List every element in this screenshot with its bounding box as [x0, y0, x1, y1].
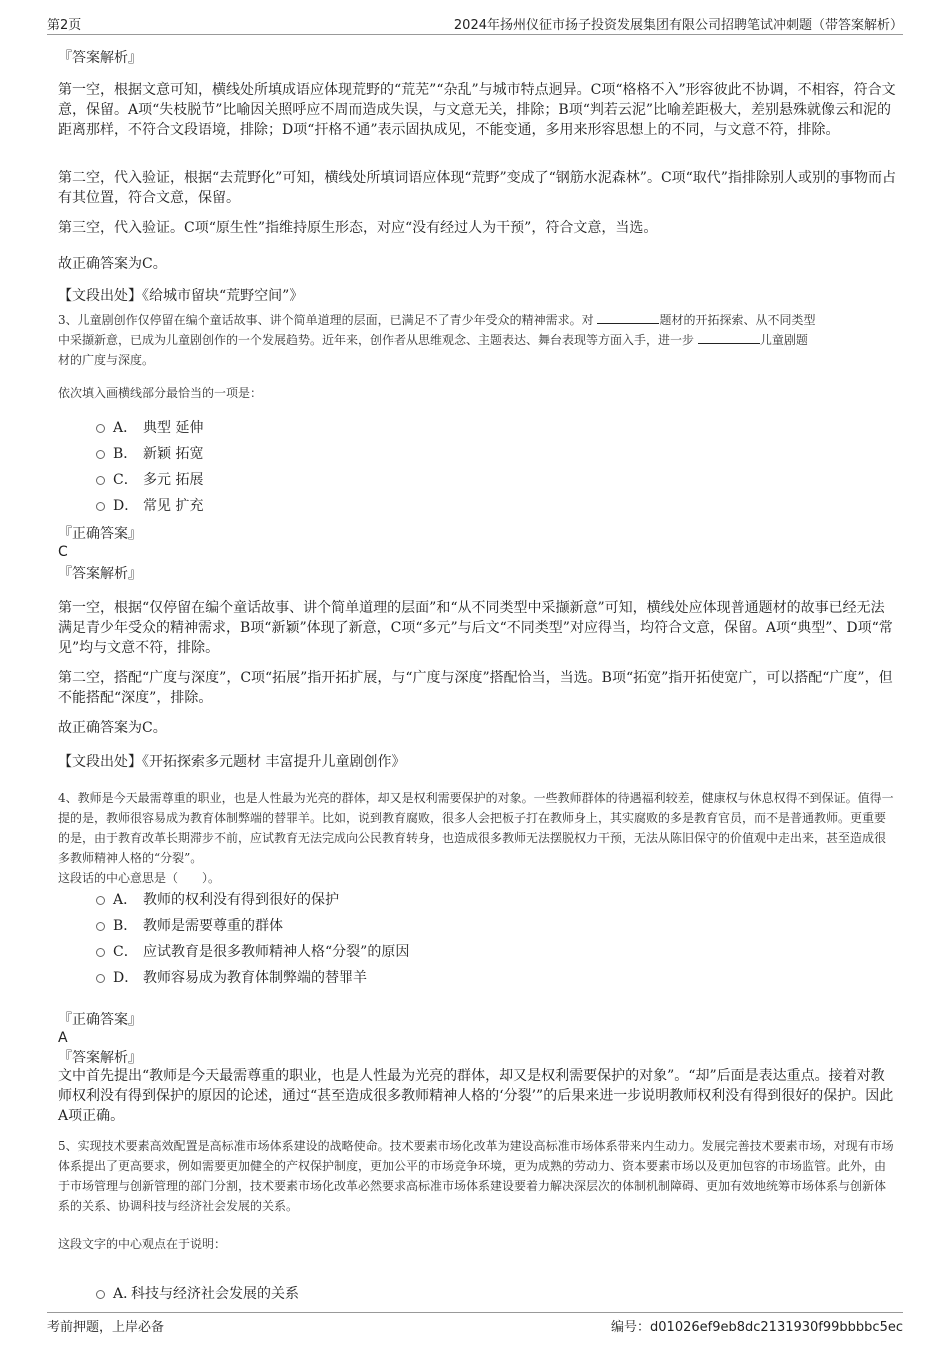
q5-prompt: 这段文字的中心观点在于说明：	[58, 1237, 227, 1251]
radio-icon[interactable]	[96, 948, 105, 957]
page-header	[47, 12, 903, 35]
q2-analysis-p1: 第一空，根据文意可知，横线处所填成语应体现荒野的“荒芜”“杂乱”与城市特点迥异。C项“格格不入”形容彼此不协调，不相容，符合文意，保留。A项“失枝脱节”比喻因关照呼应不周而造成失误，与文意无关，排除；B项“判若云泥”比喻差距极大，差别悬殊就像云和泥的距离那样，不符合文段语境，排除；D项“扞格不通”表示固执成见，不能变通，多用来形容思想上的不同，与文意不符，排除。	[58, 82, 896, 138]
q2-source: 【文段出处】《给城市留块“荒野空间”》	[58, 288, 304, 304]
q4-answer: A	[58, 1030, 68, 1046]
radio-icon[interactable]	[96, 922, 105, 931]
q3-option-c[interactable]: C． 多元 拓展	[96, 470, 203, 490]
q3-conclusion: 故正确答案为C。	[58, 720, 167, 736]
q4-option-b[interactable]: B． 教师是需要尊重的群体	[96, 916, 283, 936]
q5-stem: 5、实现技术要素高效配置是高标准市场体系建设的战略使命。技术要素市场化改革为建设高标准市场体系带来内生动力。发展完善技术要素市场，对现有市场体系提出了更高要求，例如需要更加健全的产权保护制度，更加公平的市场竞争环境，更为成熟的劳动力、资本要素市场以及更加包容的市场监管。此外，由于市场管理与创新管理的部门分割，技术要素市场化改革必然要求高标准市场体系建设要着力解决深层次的体制机制障碍、更加有效地统筹市场体系与创新体系的关系、协调科技与经济社会发展的关系。	[58, 1139, 894, 1213]
q5-option-a[interactable]: A． 科技与经济社会发展的关系	[96, 1284, 299, 1304]
radio-icon[interactable]	[96, 1290, 105, 1299]
q4-stem: 4、教师是今天最需尊重的职业，也是人性最为光亮的群体，却又是权利需要保护的对象。一些教师群体的待遇福利较差，健康权与休息权得不到保证。值得一提的是，教师很容易成为教育体制弊端的替罪羊。比如，说到教育腐败，很多人会把板子打在教师身上，其实腐败的多是教育官员，而不是普通教师。更重要的是，由于教育改革长期滞步不前，应试教育无法完成向公民教育转身，也造成很多教师无法摆脱权力干预，无法从陈旧保守的价值观中走出来，甚至造成很多教师精神人格的“分裂”。	[58, 791, 894, 865]
q3-answer: C	[58, 544, 68, 560]
q4-option-d[interactable]: D． 教师容易成为教育体制弊端的替罪羊	[96, 968, 367, 988]
q3-option-d[interactable]: D． 常见 扩充	[96, 496, 203, 516]
document-title: 2024年扬州仪征市扬子投资发展集团有限公司招聘笔试冲刺题（带答案解析）	[453, 18, 903, 33]
q4-answer-label: 『正确答案』	[58, 1012, 142, 1028]
q2-analysis-p3: 第三空，代入验证。C项“原生性”指维持原生形态，对应“没有经过人为干预”，符合文意，当选。	[58, 220, 658, 236]
footer-slogan: 考前押题，上岸必备	[47, 1320, 165, 1335]
page-footer	[47, 1312, 903, 1333]
radio-icon[interactable]	[96, 502, 105, 511]
fill-blank-2	[698, 331, 760, 344]
document-id: 编号：d01026ef9eb8dc2131930f99bbbbc5ec	[611, 1320, 903, 1335]
q2-conclusion: 故正确答案为C。	[58, 256, 167, 272]
page-number: 第2页	[47, 18, 82, 33]
fill-blank-1	[597, 311, 659, 324]
q3-answer-label: 『正确答案』	[58, 526, 142, 542]
q4-analysis: 文中首先提出“教师是今天最需尊重的职业，也是人性最为光亮的群体，却又是权利需要保护的对象”。“却”后面是表达重点。接着对教师权利没有得到保护的原因的论述，通过“甚至造成很多教师精神人格的‘分裂’”的后果来进一步说明教师权利没有得到很好的保护。因此A项正确。	[58, 1068, 894, 1124]
radio-icon[interactable]	[96, 424, 105, 433]
radio-icon[interactable]	[96, 974, 105, 983]
q3-stem: 3、儿童剧创作仅停留在编个童话故事、讲个简单道理的层面，已满足不了青少年受众的精神需求。对 题材的开拓探索、从不同类型 中采撷新意，已成为儿童剧创作的一个发展趋势。近年来，创作者从思维观念、主题表达、舞台表现等方面入手，进一步 儿童剧题 材的广度与深度。	[58, 313, 816, 367]
q4-prompt: 这段话的中心意思是（ ）。	[58, 871, 221, 885]
q3-analysis-p2: 第二空，搭配“广度与深度”，C项“拓展”指开拓扩展，与“广度与深度”搭配恰当，当选。B项“拓宽”指开拓使宽广，可以搭配“广度”，但不能搭配“深度”，排除。	[58, 670, 893, 706]
q3-source: 【文段出处】《开拓探索多元题材 丰富提升儿童剧创作》	[58, 754, 406, 770]
q3-analysis-p1: 第一空，根据“仅停留在编个童话故事、讲个简单道理的层面”和“从不同类型中采撷新意”可知，横线处应体现普通题材的故事已经无法满足青少年受众的精神需求，B项“新颖”体现了新意，C项“多元”与后文“不同类型”对应得当，均符合文意，保留。A项“典型”、D项“常见”均与文意不符，排除。	[58, 600, 893, 656]
q4-option-c[interactable]: C． 应试教育是很多教师精神人格“分裂”的原因	[96, 942, 409, 962]
q3-option-b[interactable]: B． 新颖 拓宽	[96, 444, 203, 464]
q3-prompt: 依次填入画横线部分最恰当的一项是：	[58, 386, 263, 400]
radio-icon[interactable]	[96, 476, 105, 485]
q3-analysis-label: 『答案解析』	[58, 566, 142, 582]
radio-icon[interactable]	[96, 450, 105, 459]
radio-icon[interactable]	[96, 896, 105, 905]
q2-analysis-label: 『答案解析』	[58, 50, 142, 66]
q4-option-a[interactable]: A． 教师的权利没有得到很好的保护	[96, 890, 339, 910]
q3-option-a[interactable]: A． 典型 延伸	[96, 418, 203, 438]
q4-analysis-label: 『答案解析』	[58, 1050, 142, 1066]
q2-analysis-p2: 第二空，代入验证，根据“去荒野化”可知，横线处所填词语应体现“荒野”变成了“钢筋水泥森林”。C项“取代”指排除别人或别的事物而占有其位置，符合文意，保留。	[58, 170, 896, 206]
